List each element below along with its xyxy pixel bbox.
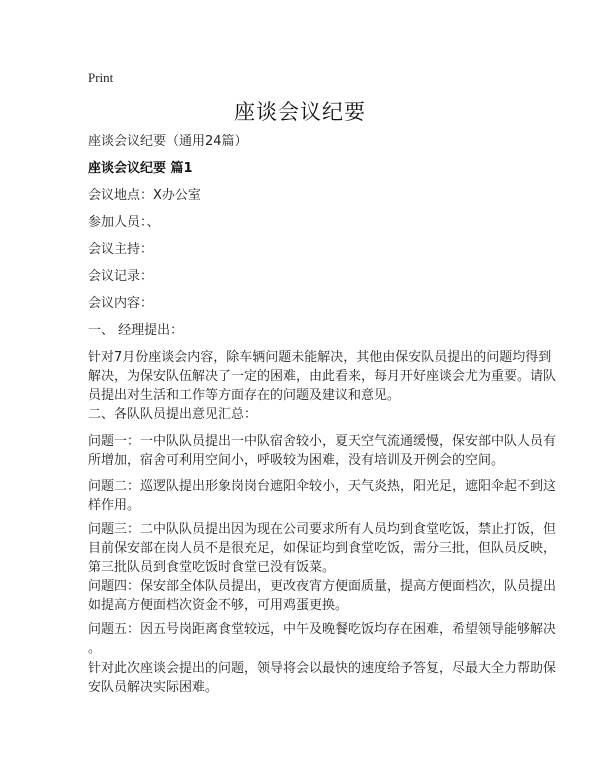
- meeting-host: 会议主持：: [88, 242, 154, 257]
- section-heading: 座谈会议纪要 篇1: [88, 161, 193, 176]
- paragraph-line: 安队员解决实际困难。: [88, 680, 219, 695]
- meeting-content-label: 会议内容：: [88, 296, 154, 311]
- paragraph-line: 问题五：因五号岗距离食堂较远，中午及晚餐吃饭均存在困难，希望领导能够解决: [88, 622, 557, 637]
- paragraph-line: 目前保安部在岗人员不是很充足，如保证均到食堂吃饭，需分三批，但队员反映，: [88, 541, 557, 556]
- paragraph-line: 针对此次座谈会提出的问题，领导将会以最快的速度给予答复，尽最大全力帮助保: [88, 661, 557, 676]
- paragraph-line: 问题三：二中队队员提出因为现在公司要求所有人员均到食堂吃饭，禁止打饭，但: [88, 522, 557, 537]
- meeting-attendees: 参加人员：、: [88, 215, 160, 230]
- document-title: 座谈会议纪要: [234, 100, 366, 124]
- paragraph-line: 所增加，宿舍可利用空间小，呼吸较为困难，没有培训及开例会的空间。: [88, 453, 505, 468]
- issue-4-paragraph: [88, 577, 557, 615]
- paragraph-line: 解决，为保安队伍解决了一定的困难，由此看来，每月开好座谈会尤为重要。请队: [88, 369, 557, 384]
- paragraph-line: 问题二：巡逻队提出形象岗岗台遮阳伞较小，天气炎热，阳光足，遮阳伞起不到这: [88, 479, 557, 494]
- issue-3-paragraph: [88, 520, 557, 577]
- print-link[interactable]: Print: [88, 70, 114, 85]
- paragraph-line: 如提高方便面档次资金不够，可用鸡蛋更换。: [88, 598, 349, 613]
- paragraph-line: 样作用。: [88, 498, 141, 513]
- paragraph-line: 问题四：保安部全体队员提出，更改夜宵方便面质量，提高方便面档次，队员提出: [88, 579, 557, 594]
- manager-heading: 一、 经理提出：: [88, 323, 184, 338]
- issue-2-paragraph: [88, 477, 557, 515]
- paragraph-line: 针对7月份座谈会内容，除车辆问题未能解决，其他由保安队员提出的问题均得到: [88, 350, 552, 365]
- issue-5-paragraph: [88, 620, 557, 658]
- paragraph-line: 。: [88, 641, 102, 656]
- document-subtitle: 座谈会议纪要（通用24篇）: [88, 134, 248, 149]
- issue-1-paragraph: [88, 432, 557, 470]
- paragraph-line: 问题一：一中队队员提出一中队宿舍较小，夏天空气流通缓慢，保安部中队人员有: [88, 434, 557, 449]
- meeting-recorder: 会议记录：: [88, 269, 154, 284]
- team-heading: 二、各队队员提出意见汇总：: [88, 407, 258, 422]
- closing-paragraph: [88, 659, 557, 697]
- meeting-location: 会议地点：X办公室: [88, 188, 201, 203]
- manager-paragraph: [88, 348, 557, 405]
- paragraph-line: 第三批队员到食堂吃饭时食堂已没有饭菜。: [88, 560, 336, 575]
- paragraph-line: 员提出对生活和工作等方面存在的问题及建议和意见。: [88, 388, 401, 403]
